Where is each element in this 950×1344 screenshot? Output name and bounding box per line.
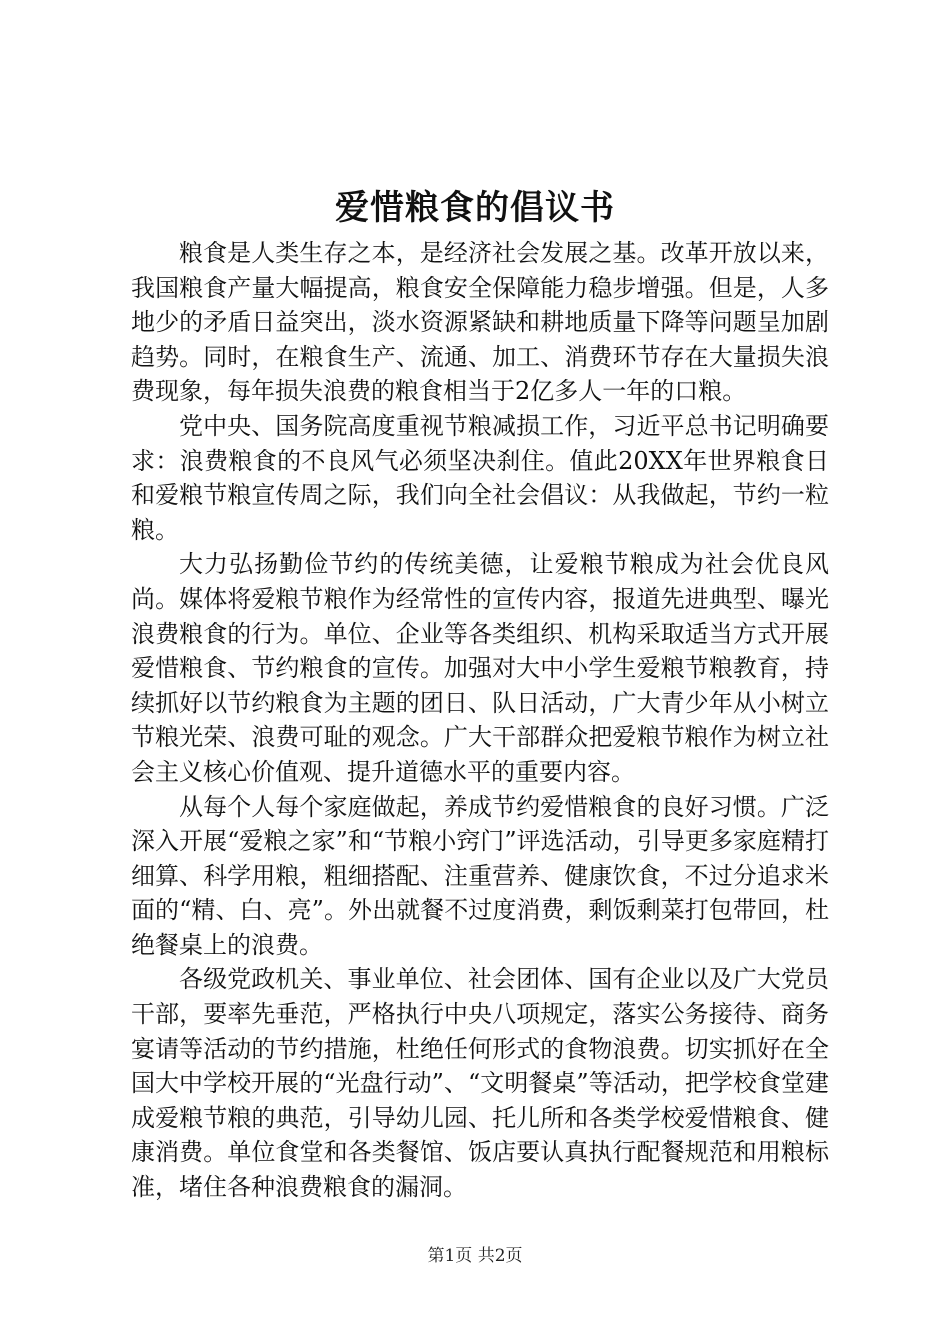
page-number-footer: 第1页 共2页: [427, 1246, 523, 1266]
document-title: 爱惜粮食的倡议书: [335, 188, 615, 228]
paragraph-3: 大力弘扬勤俭节约的传统美德，让爱粮节粮成为社会优良风尚。媒体将爱粮节粮作为经常性的宣传内容，报道先进典型、曝光浪费粮食的行为。单位、企业等各类组织、机构采取适当方式开展爱惜粮食、节约粮食的宣传。加强对大中小学生爱粮节粮教育，持续抓好以节约粮食为主题的团日、队日活动，广大青少年从小树立节粮光荣、浪费可耻的观念。广大干部群众把爱粮节粮作为树立社会主义核心价值观、提升道德水平的重要内容。: [131, 550, 829, 786]
paragraph-5: 各级党政机关、事业单位、社会团体、国有企业以及广大党员干部，要率先垂范，严格执行中央八项规定，落实公务接待、商务宴请等活动的节约措施，杜绝任何形式的食物浪费。切实抓好在全国大中学校开展的“光盘行动”、“文明餐桌”等活动，把学校食堂建成爱粮节粮的典范，引导幼儿园、托儿所和各类学校爱惜粮食、健康消费。单位食堂和各类餐馆、饭店要认真执行配餐规范和用粮标准，堵住各种浪费粮食的漏洞。: [131, 965, 829, 1202]
paragraph-1: 粮食是人类生存之本，是经济社会发展之基。改革开放以来，我国粮食产量大幅提高，粮食安全保障能力稳步增强。但是，人多地少的矛盾日益突出，淡水资源紧缺和耕地质量下降等问题呈加剧趋势。同时，在粮食生产、流通、加工、消费环节存在大量损失浪费现象，每年损失浪费的粮食相当于2亿多人一年的口粮。: [131, 239, 829, 406]
document-body: [131, 236, 829, 1205]
paragraph-4: 从每个人每个家庭做起，养成节约爱惜粮食的良好习惯。广泛深入开展“爱粮之家”和“节粮小窍门”评选活动，引导更多家庭精打细算、科学用粮，粗细搭配、注重营养、健康饮食，不过分追求米面的“精、白、亮”。外出就餐不过度消费，剩饭剩菜打包带回，杜绝餐桌上的浪费。: [131, 792, 829, 959]
paragraph-2: 党中央、国务院高度重视节粮减损工作，习近平总书记明确要求：浪费粮食的不良风气必须坚决刹住。值此20XX年世界粮食日和爱粮节粮宣传周之际，我们向全社会倡议：从我做起，节约一粒粮。: [131, 411, 829, 544]
